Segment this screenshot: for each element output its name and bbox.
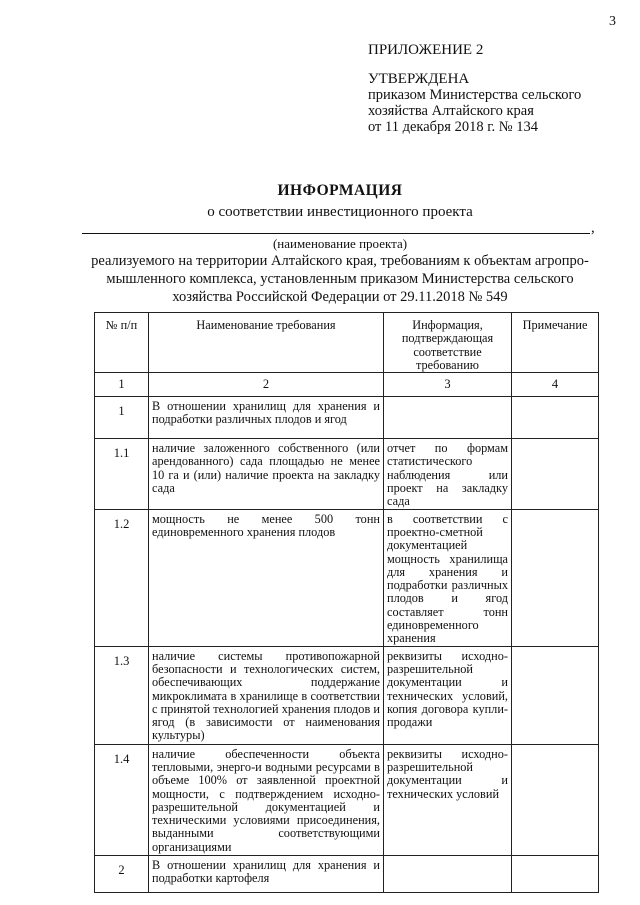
requirement-cell: наличие обеспеченности объекта тепловыми, энерго-и водными ресурсами в объеме 100% от заявленной проектной мощности, с подтверждением исходно-разрешительной документацией и техническими условиями присоединения, выданными соответствующими организациями xyxy=(149,744,384,855)
requirement-cell: мощность не менее 500 тонн единовременного хранения плодов xyxy=(149,509,384,646)
table-row xyxy=(95,744,599,855)
header-info: Информация, подтверждающая соответствие требованию xyxy=(384,313,512,373)
table-row xyxy=(95,439,599,509)
requirement-cell: В отношении хранилищ для хранения и подработки различных плодов и ягод xyxy=(149,397,384,439)
requirement-cell: В отношении хранилищ для хранения и подработки картофеля xyxy=(149,855,384,892)
page-number: 3 xyxy=(609,14,616,29)
description-line-3: хозяйства Российской Федерации от 29.11.2018 № 549 xyxy=(172,289,508,305)
requirement-cell: наличие системы противопожарной безопасности и технологических систем, обеспечивающих поддержание микроклимата в хранилище в соответствии с принятой технологией хранения плодов и ягод (в зависимости от наименования культуры) xyxy=(149,646,384,744)
header-requirement: Наименование требования xyxy=(149,313,384,373)
info-cell xyxy=(384,397,512,439)
table-row xyxy=(95,397,599,439)
column-index-row xyxy=(95,373,599,397)
title-block xyxy=(80,182,600,221)
fill-line-comma: , xyxy=(591,220,595,236)
table-row xyxy=(95,855,599,892)
header-note: Примечание xyxy=(512,313,599,373)
note-cell xyxy=(512,509,599,646)
order-line-1: приказом Министерства сельского xyxy=(368,87,582,103)
row-number: 2 xyxy=(95,855,149,892)
info-cell: отчет по формам статистического наблюдения или проект на закладку сада xyxy=(384,439,512,509)
document-subtitle: о соответствии инвестиционного проекта xyxy=(207,204,473,220)
project-name-hint: (наименование проекта) xyxy=(272,236,408,251)
row-number: 1.3 xyxy=(95,646,149,744)
row-number: 1.2 xyxy=(95,509,149,646)
column-index: 2 xyxy=(149,373,384,397)
document-title: ИНФОРМАЦИЯ xyxy=(277,182,403,199)
order-line-2: хозяйства Алтайского края xyxy=(368,103,534,119)
requirement-cell: наличие заложенного собственного (или арендованного) сада площадью не менее 10 га и (или) наличие проекта на закладку сада xyxy=(149,439,384,509)
order-line-3: от 11 декабря 2018 г. № 134 xyxy=(368,119,538,135)
column-index: 4 xyxy=(512,373,599,397)
table-row xyxy=(95,646,599,744)
table-row xyxy=(95,509,599,646)
note-cell xyxy=(512,397,599,439)
note-cell xyxy=(512,646,599,744)
description-line-1: реализуемого на территории Алтайского края, требованиям к объектам агропро- xyxy=(91,253,589,269)
note-cell xyxy=(512,439,599,509)
approved-label: УТВЕРЖДЕНА xyxy=(368,71,470,87)
row-number: 1 xyxy=(95,397,149,439)
header-number: № п/п xyxy=(95,313,149,373)
requirements-table xyxy=(94,312,599,893)
project-description xyxy=(78,252,602,306)
column-index: 1 xyxy=(95,373,149,397)
project-name-fill-line xyxy=(82,233,590,234)
info-cell: реквизиты исходно-разрешительной документации и технических условий, копия договора купли-продажи xyxy=(384,646,512,744)
appendix-block xyxy=(368,42,618,135)
note-cell xyxy=(512,855,599,892)
info-cell xyxy=(384,855,512,892)
info-cell: реквизиты исходно-разрешительной документации и технических условий xyxy=(384,744,512,855)
column-index: 3 xyxy=(384,373,512,397)
row-number: 1.4 xyxy=(95,744,149,855)
note-cell xyxy=(512,744,599,855)
description-line-2: мышленного комплекса, установленным приказом Министерства сельского xyxy=(106,271,574,287)
table-header-row xyxy=(95,313,599,373)
row-number: 1.1 xyxy=(95,439,149,509)
appendix-heading: ПРИЛОЖЕНИЕ 2 xyxy=(368,42,484,58)
info-cell: в соответствии с проектно-сметной документацией мощность хранилища для хранения и подработки различных плодов и ягод составляет тонн единовременного хранения xyxy=(384,509,512,646)
